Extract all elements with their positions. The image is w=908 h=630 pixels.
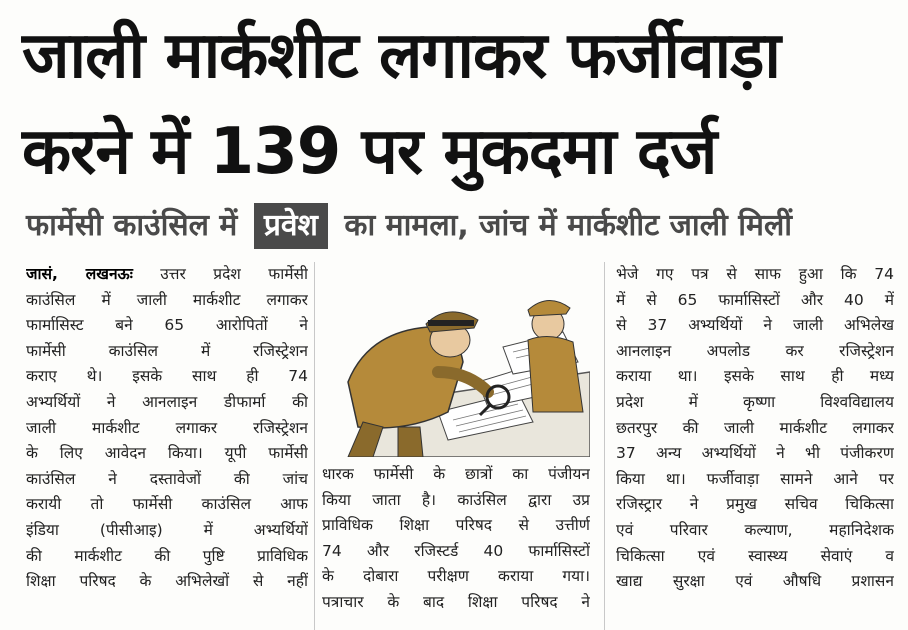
article-line: से 37 अभ्यर्थियों ने जाली अभिलेख (616, 316, 894, 335)
article-line: कराए थे। इसके साथ ही 74 (26, 367, 308, 386)
article-line: फार्मेसी काउंसिल में रजिस्ट्रेशन (26, 341, 308, 360)
article-line: 37 अन्य अभ्यर्थियों ने भी पंजीकरण (616, 444, 894, 463)
article-column-3 (616, 262, 894, 595)
article-line: भेजे गए पत्र से साफ हुआ कि 74 (616, 265, 894, 283)
article-line: इंडिया (पीसीआइ) में अभ्यर्थियों (26, 520, 308, 539)
article-line: रजिस्ट्रार ने प्रमुख सचिव चिकित्सा (616, 495, 894, 514)
headline (22, 8, 892, 200)
article-line: काउंसिल ने दस्तावेजों की जांच (26, 469, 308, 488)
article-line: जासं, लखनऊः उत्तर प्रदेश फार्मेसी (26, 265, 308, 283)
subheadline (26, 200, 896, 252)
subhead-before: फार्मेसी काउंसिल में (26, 208, 238, 243)
headline-line-2: करने में 139 पर मुकदमा दर्ज (22, 115, 717, 189)
article-line: अभ्यर्थियों ने आनलाइन डीफार्मा की (26, 392, 308, 411)
article-line: धारक फार्मेसी के छात्रों का पंजीयन (322, 465, 590, 483)
column-divider (604, 262, 605, 630)
article-line: शिक्षा परिषद के अभिलेखों से नहीं (26, 572, 308, 591)
article-line: की मार्कशीट की पुष्टि प्राविधिक (26, 546, 308, 565)
article-line: में से 65 फार्मासिस्टों और 40 में (616, 290, 894, 309)
article-line: 74 और रजिस्टर्ड 40 फार्मासिस्टों (322, 541, 590, 560)
article-line: के दोबारा परीक्षण कराया गया। (322, 567, 590, 586)
article-line: काउंसिल में जाली मार्कशीट लगाकर (26, 290, 308, 309)
article-line: छतरपुर की जाली मार्कशीट लगाकर (616, 418, 894, 437)
column-divider (314, 262, 315, 630)
subhead-after: का मामला, जांच में मार्कशीट जाली मिलीं (344, 208, 793, 243)
headline-line-1: जाली मार्कशीट लगाकर फर्जीवाड़ा (22, 19, 780, 93)
article-line: प्राविधिक शिक्षा परिषद से उत्तीर्ण (322, 516, 590, 535)
article-line: फार्मासिस्ट बने 65 आरोपितों ने (26, 316, 308, 335)
subhead-tag: प्रवेश (254, 203, 328, 249)
dateline: जासं, लखनऊः (26, 265, 133, 283)
article-line: के लिए आवेदन किया। यूपी फार्मेसी (26, 444, 308, 463)
article-line: जाली मार्कशीट लगाकर रजिस्ट्रेशन (26, 418, 308, 437)
detective-police-cartoon-icon (328, 262, 590, 457)
article-line: आनलाइन अपलोड कर रजिस्ट्रेशन (616, 341, 894, 360)
article-line: किया था। फर्जीवाड़ा सामने आने पर (616, 469, 894, 488)
article-line: प्रदेश में कृष्णा विश्वविद्यालय (616, 392, 894, 411)
article-line: किया जाता है। काउंसिल द्वारा उप्र (322, 490, 590, 509)
article-line: पत्राचार के बाद शिक्षा परिषद ने (322, 592, 590, 611)
article-line: कराया था। इसके साथ ही मध्य (616, 367, 894, 386)
article-line: खाद्य सुरक्षा एवं औषधि प्रशासन (616, 572, 894, 591)
article-column-2 (322, 462, 590, 616)
article-line: करायी तो फार्मेसी काउंसिल आफ (26, 495, 308, 514)
article-column-1 (26, 262, 308, 595)
article-line: एवं परिवार कल्याण, महानिदेशक (616, 520, 894, 539)
article-line: चिकित्सा एवं स्वास्थ्य सेवाएं व (616, 546, 894, 565)
